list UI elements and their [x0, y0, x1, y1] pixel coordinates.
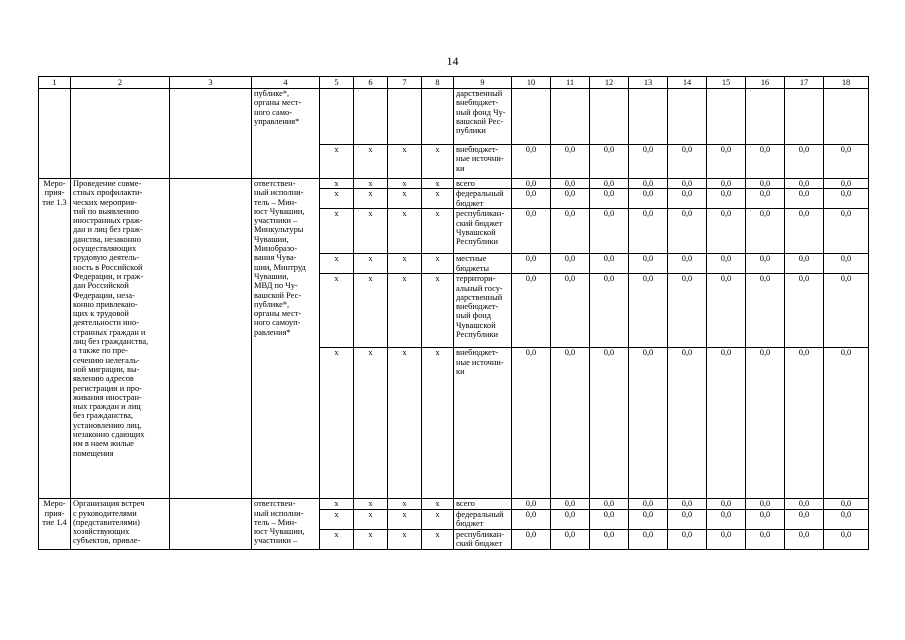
value-cell: 0,0: [746, 209, 785, 254]
column-header: 1: [39, 77, 71, 89]
code-cell: х: [422, 254, 454, 274]
funding-source-cell: всего: [454, 179, 512, 189]
value-cell: 0,0: [590, 348, 629, 499]
value-cell: 0,0: [629, 348, 668, 499]
code-cell: х: [422, 529, 454, 549]
funding-source-cell: федеральный бюджет: [454, 509, 512, 529]
value-cell: 0,0: [551, 189, 590, 209]
code-cell: х: [320, 179, 354, 189]
value-cell: [824, 89, 869, 145]
table-row: [39, 179, 869, 189]
code-cell: х: [354, 179, 388, 189]
code-cell: х: [320, 529, 354, 549]
measure-description-cell: Организация встреч с руководителями (представителями) хозяйствующих субъектов, привле-: [71, 499, 170, 549]
value-cell: 0,0: [746, 348, 785, 499]
column-header: 8: [422, 77, 454, 89]
code-cell: х: [422, 189, 454, 209]
value-cell: 0,0: [746, 529, 785, 549]
value-cell: 0,0: [707, 499, 746, 509]
code-cell: [354, 89, 388, 145]
column-header: 9: [454, 77, 512, 89]
value-cell: [512, 89, 551, 145]
value-cell: [590, 89, 629, 145]
code-cell: х: [422, 145, 454, 179]
budget-table: [38, 76, 869, 550]
code-cell: х: [320, 209, 354, 254]
value-cell: 0,0: [551, 145, 590, 179]
value-cell: 0,0: [629, 509, 668, 529]
value-cell: 0,0: [707, 254, 746, 274]
value-cell: 0,0: [824, 254, 869, 274]
value-cell: [629, 89, 668, 145]
value-cell: 0,0: [707, 529, 746, 549]
value-cell: 0,0: [824, 509, 869, 529]
code-cell: х: [388, 529, 422, 549]
code-cell: х: [388, 145, 422, 179]
code-cell: [388, 89, 422, 145]
column-header: 6: [354, 77, 388, 89]
value-cell: 0,0: [824, 348, 869, 499]
measure-label-cell: [39, 89, 71, 179]
code-cell: х: [354, 145, 388, 179]
value-cell: 0,0: [785, 499, 824, 509]
value-cell: 0,0: [629, 529, 668, 549]
table-row: [39, 89, 869, 145]
value-cell: 0,0: [629, 254, 668, 274]
value-cell: 0,0: [590, 189, 629, 209]
value-cell: [746, 89, 785, 145]
code-cell: х: [320, 145, 354, 179]
value-cell: 0,0: [512, 348, 551, 499]
value-cell: [668, 89, 707, 145]
value-cell: 0,0: [746, 179, 785, 189]
column-header: 18: [824, 77, 869, 89]
column-header: 15: [707, 77, 746, 89]
code-cell: х: [388, 499, 422, 509]
value-cell: 0,0: [824, 189, 869, 209]
value-cell: 0,0: [668, 209, 707, 254]
value-cell: 0,0: [512, 529, 551, 549]
column-header: 17: [785, 77, 824, 89]
column-header: 7: [388, 77, 422, 89]
value-cell: 0,0: [629, 179, 668, 189]
code-cell: х: [320, 254, 354, 274]
value-cell: 0,0: [668, 348, 707, 499]
measure-description-cell: Проведение совме- стных профилакти- ческих мероприя- тий по выявлению иностранных граж- дан и лиц без граж- данства, незаконно осуществляющих трудовую деятель- ность в Российской Федерации, и граж- дан Российской Федерации, неза- конно привлекаю- щих к трудовой деятельности ино- странных граждан и лиц без гражданства, а также по пре- сечению нелегаль- ной миграции, вы- явлению адресов регистрации и про- живания иностран- ных граждан и лиц без гражданства, установлению лиц, незаконно сдающих им в наем жилые помещения: [71, 179, 170, 499]
funding-source-cell: федеральный бюджет: [454, 189, 512, 209]
value-cell: 0,0: [824, 145, 869, 179]
column-header: 5: [320, 77, 354, 89]
code-cell: х: [320, 274, 354, 348]
code-cell: х: [422, 509, 454, 529]
value-cell: 0,0: [590, 179, 629, 189]
code-cell: х: [388, 209, 422, 254]
value-cell: 0,0: [590, 254, 629, 274]
measure-description-cell: [71, 89, 170, 179]
value-cell: 0,0: [668, 499, 707, 509]
value-cell: 0,0: [785, 179, 824, 189]
code-cell: х: [422, 209, 454, 254]
column-header: 10: [512, 77, 551, 89]
funding-source-cell: местные бюджеты: [454, 254, 512, 274]
code-cell: х: [320, 499, 354, 509]
value-cell: 0,0: [707, 209, 746, 254]
column-header: 12: [590, 77, 629, 89]
value-cell: 0,0: [785, 529, 824, 549]
code-cell: х: [388, 189, 422, 209]
value-cell: 0,0: [707, 179, 746, 189]
value-cell: 0,0: [512, 189, 551, 209]
value-cell: 0,0: [746, 189, 785, 209]
value-cell: 0,0: [629, 145, 668, 179]
column-header: 2: [71, 77, 170, 89]
funding-source-cell: республикан- ский бюджет Чувашской Республики: [454, 209, 512, 254]
code-cell: х: [354, 254, 388, 274]
value-cell: 0,0: [668, 189, 707, 209]
value-cell: [785, 89, 824, 145]
value-cell: 0,0: [512, 254, 551, 274]
value-cell: 0,0: [668, 254, 707, 274]
value-cell: 0,0: [629, 499, 668, 509]
funding-source-cell: внебюджет- ные источни- ки: [454, 145, 512, 179]
value-cell: 0,0: [629, 209, 668, 254]
value-cell: 0,0: [746, 499, 785, 509]
value-cell: 0,0: [785, 274, 824, 348]
value-cell: 0,0: [707, 509, 746, 529]
column-header: 4: [252, 77, 320, 89]
value-cell: 0,0: [590, 529, 629, 549]
code-cell: х: [320, 509, 354, 529]
value-cell: 0,0: [785, 254, 824, 274]
value-cell: 0,0: [707, 189, 746, 209]
code-cell: х: [354, 274, 388, 348]
value-cell: 0,0: [512, 499, 551, 509]
goal-cell: [170, 179, 252, 499]
value-cell: 0,0: [551, 274, 590, 348]
column-header: 13: [629, 77, 668, 89]
goal-cell: [170, 499, 252, 549]
value-cell: 0,0: [746, 145, 785, 179]
measure-label-cell: Меро- прия- тие 1.3: [39, 179, 71, 499]
value-cell: 0,0: [512, 145, 551, 179]
code-cell: [320, 89, 354, 145]
code-cell: х: [320, 189, 354, 209]
executors-cell: ответствен- ный исполни- тель – Мин- юст Чувашии, участники – Минкультуры Чувашии, Минобразо- вания Чува- шии, Минтруд Чувашии, МВД по Чу- вашской Рес- публике*, органы мест- ного самоуп- равления*: [252, 179, 320, 499]
value-cell: 0,0: [590, 274, 629, 348]
value-cell: 0,0: [629, 189, 668, 209]
code-cell: х: [422, 499, 454, 509]
value-cell: 0,0: [707, 348, 746, 499]
value-cell: 0,0: [746, 274, 785, 348]
value-cell: 0,0: [824, 209, 869, 254]
code-cell: х: [422, 274, 454, 348]
funding-source-cell: территори- альный госу- дарственный внебюджет- ный фонд Чувашской Республики: [454, 274, 512, 348]
header-row: [39, 77, 869, 89]
value-cell: 0,0: [551, 348, 590, 499]
code-cell: [422, 89, 454, 145]
goal-cell: [170, 89, 252, 179]
code-cell: х: [388, 274, 422, 348]
value-cell: 0,0: [551, 209, 590, 254]
column-header: 3: [170, 77, 252, 89]
value-cell: 0,0: [707, 145, 746, 179]
value-cell: 0,0: [512, 179, 551, 189]
value-cell: 0,0: [785, 209, 824, 254]
value-cell: [551, 89, 590, 145]
table-row: [39, 499, 869, 509]
value-cell: 0,0: [668, 179, 707, 189]
value-cell: 0,0: [785, 348, 824, 499]
value-cell: 0,0: [551, 529, 590, 549]
value-cell: 0,0: [785, 145, 824, 179]
value-cell: 0,0: [551, 509, 590, 529]
value-cell: 0,0: [551, 179, 590, 189]
code-cell: х: [354, 509, 388, 529]
funding-source-cell: всего: [454, 499, 512, 509]
executors-cell: ответствен- ный исполни- тель – Мин- юст Чувашии, участники –: [252, 499, 320, 549]
value-cell: 0,0: [590, 509, 629, 529]
value-cell: 0,0: [824, 179, 869, 189]
column-header: 11: [551, 77, 590, 89]
value-cell: 0,0: [590, 209, 629, 254]
funding-source-cell: дарственный внебюджет- ный фонд Чу- вашской Рес- публики: [454, 89, 512, 145]
code-cell: х: [354, 189, 388, 209]
column-header: 14: [668, 77, 707, 89]
code-cell: х: [388, 254, 422, 274]
value-cell: [707, 89, 746, 145]
value-cell: 0,0: [512, 509, 551, 529]
value-cell: 0,0: [668, 145, 707, 179]
value-cell: 0,0: [590, 499, 629, 509]
code-cell: х: [354, 529, 388, 549]
value-cell: 0,0: [824, 274, 869, 348]
value-cell: 0,0: [824, 529, 869, 549]
value-cell: 0,0: [512, 274, 551, 348]
value-cell: 0,0: [551, 254, 590, 274]
value-cell: 0,0: [590, 145, 629, 179]
value-cell: 0,0: [668, 509, 707, 529]
code-cell: х: [320, 348, 354, 499]
code-cell: х: [388, 509, 422, 529]
measure-label-cell: Меро- прия- тие 1.4: [39, 499, 71, 549]
code-cell: х: [388, 179, 422, 189]
value-cell: 0,0: [707, 274, 746, 348]
column-header: 16: [746, 77, 785, 89]
value-cell: 0,0: [551, 499, 590, 509]
executors-cell: публике*, органы мест- ного само- управления*: [252, 89, 320, 179]
code-cell: х: [354, 209, 388, 254]
value-cell: 0,0: [746, 254, 785, 274]
value-cell: 0,0: [746, 509, 785, 529]
value-cell: 0,0: [785, 509, 824, 529]
funding-source-cell: внебюджет- ные источни- ки: [454, 348, 512, 499]
code-cell: х: [354, 348, 388, 499]
funding-source-cell: республикан- ский бюджет: [454, 529, 512, 549]
code-cell: х: [422, 179, 454, 189]
value-cell: 0,0: [512, 209, 551, 254]
value-cell: 0,0: [668, 529, 707, 549]
value-cell: 0,0: [668, 274, 707, 348]
code-cell: х: [422, 348, 454, 499]
page-number: 14: [446, 54, 459, 68]
value-cell: 0,0: [629, 274, 668, 348]
code-cell: х: [354, 499, 388, 509]
value-cell: 0,0: [785, 189, 824, 209]
value-cell: 0,0: [824, 499, 869, 509]
code-cell: х: [388, 348, 422, 499]
